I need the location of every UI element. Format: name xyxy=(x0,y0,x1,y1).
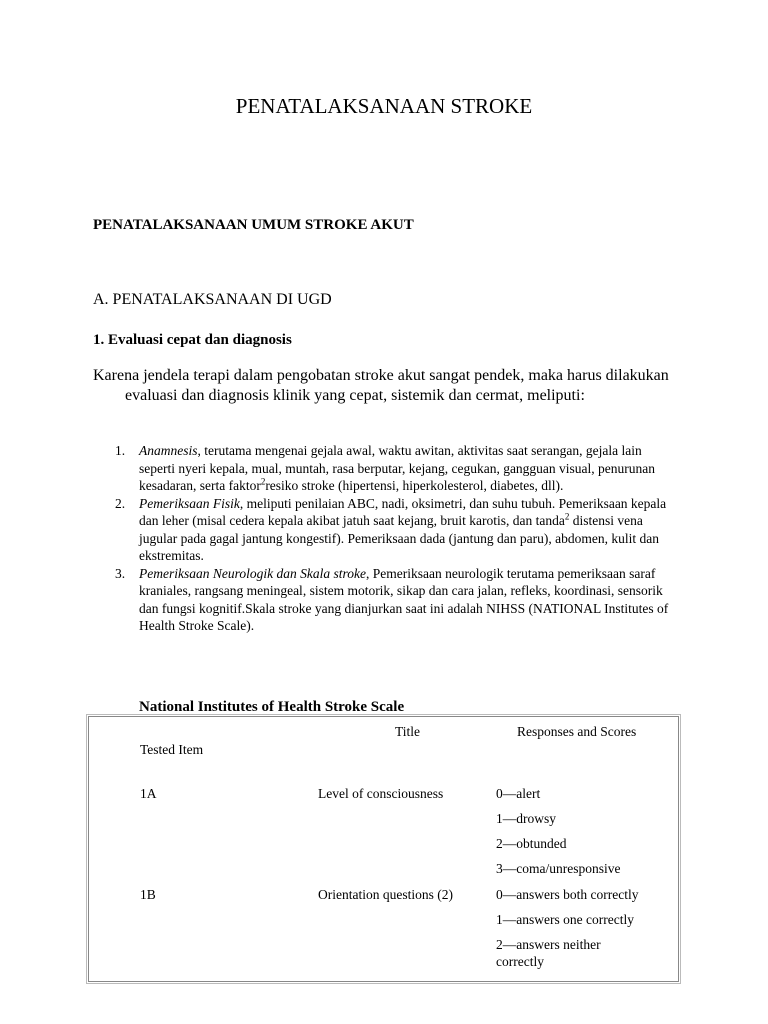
step-heading: 1. Evaluasi cepat dan diagnosis xyxy=(93,332,292,348)
table-row-item: 1A xyxy=(140,786,157,801)
subsection-heading: A. PENATALAKSANAAN DI UGD xyxy=(93,291,332,308)
superscript-ref: 2 xyxy=(260,476,266,487)
header-responses: Responses and Scores xyxy=(517,724,637,739)
table-row-response: 1—drowsy xyxy=(496,811,556,826)
list-item-number: 3. xyxy=(115,565,126,581)
list-item-number: 1. xyxy=(115,443,126,458)
header-item: Tested Item xyxy=(140,742,204,757)
list-item-text: , meliputi penilaian ABC, nadi, oksimetri, dan suhu tubuh. Pemeriksaan kepala dan leher (misal cedera kepala akibat jatuh saat kejang, bruit karotis, dan tanda xyxy=(139,495,667,528)
nihss-table xyxy=(88,716,679,982)
table-caption: National Institutes of Health Stroke Scale xyxy=(139,699,405,715)
table-row-item: 1B xyxy=(140,887,156,902)
list-item xyxy=(115,495,669,565)
intro-paragraph: Karena jendela terapi dalam pengobatan stroke akut sangat pendek, maka harus dilakukan evaluasi dan diagnosis klinik yang cepat, sistemik dan cermat, meliputi: xyxy=(93,367,669,404)
superscript-ref: 2 xyxy=(564,511,570,522)
table-row-response: 1—answers one correctly xyxy=(496,912,634,927)
table-row-title: Orientation questions (2) xyxy=(318,887,453,902)
table-row-response: 3—coma/unresponsive xyxy=(496,861,621,876)
list-item-lead: Pemeriksaan Neurologik dan Skala stroke xyxy=(139,565,366,581)
table-row-title: Level of consciousness xyxy=(318,786,444,801)
list-item-number: 2. xyxy=(115,495,126,511)
document-title: PENATALAKSANAAN STROKE xyxy=(235,94,533,118)
list-item-text-cont: distensi vena jugular pada gagal jantung kongestif). Pemeriksaan dada (jantung dan paru), abdomen, kulit dan ekstremitas. xyxy=(139,513,659,563)
list-item-text-cont: resiko stroke (hipertensi, hiperkolesterol, diabetes, dll). xyxy=(265,478,564,493)
table-row-response: 0—alert xyxy=(496,786,541,801)
header-title: Title xyxy=(395,724,421,739)
list-item-text: , Pemeriksaan neurologik terutama pemeriksaan saraf kraniales, rangsang meningeal, sistem motorik, sikap dan cara jalan, refleks, koordinasi, sensorik dan fungsi kognitif.Skala stroke yang dianjurkan saat ini adalah NIHSS (NATIONAL Institutes of Health Stroke Scale). xyxy=(139,565,669,633)
list-item xyxy=(115,565,669,635)
list-item xyxy=(115,442,669,495)
table-row-response: 2—answers neither correctly xyxy=(496,937,601,969)
table-row-response: 2—obtunded xyxy=(496,836,567,851)
assessment-list xyxy=(115,442,669,635)
section-heading: PENATALAKSANAAN UMUM STROKE AKUT xyxy=(93,217,414,233)
list-item-lead: Pemeriksaan Fisik xyxy=(139,495,240,511)
list-item-lead: Anamnesis xyxy=(139,443,198,458)
list-item-text: , terutama mengenai gejala awal, waktu awitan, aktivitas saat serangan, gejala lain seperti nyeri kepala, mual, muntah, rasa berputar, kejang, cegukan, gangguan visual, penurunan kesadaran, serta faktor xyxy=(139,443,656,493)
table-row-response: 0—answers both correctly xyxy=(496,887,639,902)
